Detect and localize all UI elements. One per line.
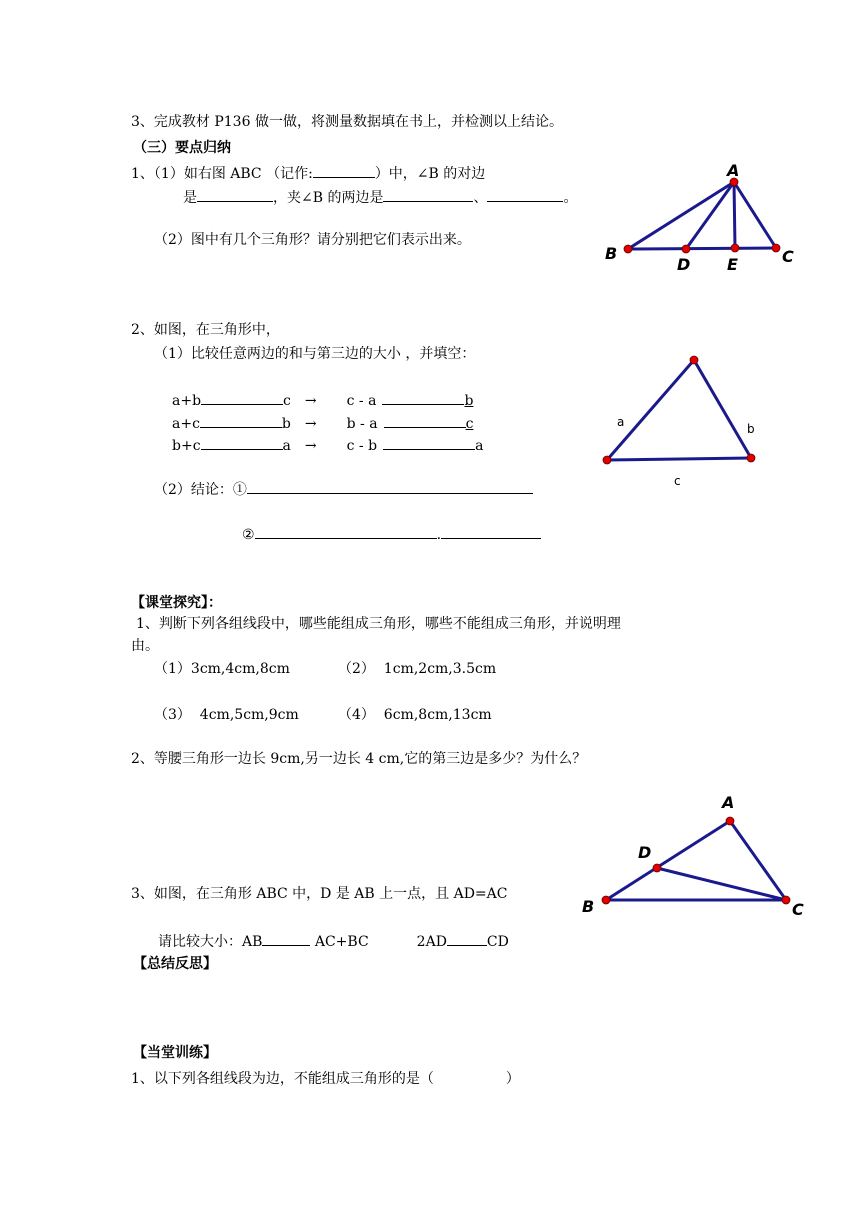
segment-ab-fig3 <box>606 821 730 900</box>
blank-ineq-1a[interactable] <box>201 390 283 405</box>
label-d: D <box>677 255 691 274</box>
conclusion-1: （2）结论：① <box>154 479 533 499</box>
explore1-option-2: （2） 1cm,2cm,3.5cm <box>338 661 497 677</box>
section-title-summary: 【总结反思】 <box>133 956 217 972</box>
explore1-line2: 由。 <box>131 638 159 654</box>
side-b <box>694 360 751 458</box>
point1-line2: 是 ，夹∠B 的两边是 、 。 <box>183 187 577 207</box>
ineq-row-2: a+c b → b - a c <box>172 413 473 433</box>
conclusion-2: ② . <box>242 524 541 544</box>
point-b-fig3 <box>602 896 610 904</box>
label-b-fig3: B <box>582 897 595 916</box>
explore3: 3、如图，在三角形 ABC 中，D 是 AB 上一点，且 AD=AC <box>131 886 508 902</box>
point-a-fig3 <box>726 817 734 825</box>
blank-compare-1[interactable] <box>262 931 310 946</box>
segment-ab <box>628 182 734 249</box>
explore1-option-4: （4） 6cm,8cm,13cm <box>338 707 492 723</box>
point-b <box>624 245 632 253</box>
blank-compare-2[interactable] <box>447 931 487 946</box>
blank-conclusion-2a[interactable] <box>255 524 437 539</box>
point-d <box>682 245 690 253</box>
segment-ac <box>734 182 776 248</box>
segment-ae <box>734 182 735 248</box>
point-d-fig3 <box>653 864 661 872</box>
blank-ineq-2b[interactable] <box>384 413 466 428</box>
point2-title: 2、如图，在三角形中， <box>131 322 280 338</box>
intro-item-3: 3、完成教材 P136 做一做，将测量数据填在书上，并检测以上结论。 <box>131 114 563 130</box>
side-c <box>607 458 751 460</box>
blank-ineq-1b[interactable] <box>382 390 464 405</box>
point-c <box>772 244 780 252</box>
point2-question1: （1）比较任意两边的和与第三边的大小 ，并填空： <box>154 346 476 362</box>
blank-ineq-3b[interactable] <box>383 435 475 450</box>
label-e: E <box>727 255 738 274</box>
point1-question2: （2）图中有几个三角形？请分别把它们表示出来。 <box>154 232 471 248</box>
label-d-fig3: D <box>638 843 652 862</box>
label-b: B <box>605 244 618 263</box>
explore3-compare: 请比较大小：AB AC+BC 2AD CD <box>158 931 509 951</box>
label-side-a: a <box>617 415 625 429</box>
ineq-row-1: a+b c → c - a b <box>172 390 473 410</box>
vertex-right <box>747 454 755 462</box>
explore1-option-3: （3） 4cm,5cm,9cm <box>154 707 299 723</box>
label-a-fig3: A <box>722 793 735 812</box>
vertex-top <box>690 356 698 364</box>
label-c-fig3: C <box>792 900 804 919</box>
blank-ineq-2a[interactable] <box>200 413 282 428</box>
label-side-b: b <box>747 422 755 436</box>
section-title-key-points: （三）要点归纳 <box>133 140 231 156</box>
vertex-left <box>603 456 611 464</box>
section-title-practice: 【当堂训练】 <box>133 1045 217 1061</box>
ineq-row-3: b+c a → c - b a <box>172 435 483 455</box>
blank-ineq-3a[interactable] <box>201 435 283 450</box>
blank-conclusion-1[interactable] <box>247 479 533 494</box>
point-e <box>731 244 739 252</box>
section-title-exploration: 【课堂探究】： <box>131 595 222 611</box>
blank-conclusion-2b[interactable] <box>441 524 541 539</box>
label-c: C <box>782 247 794 266</box>
explore1-option-1: （1）3cm,4cm,8cm <box>154 661 290 677</box>
label-a: A <box>727 161 740 180</box>
practice1: 1、以下列各组线段为边，不能组成三角形的是（ ） <box>131 1071 520 1087</box>
explore2: 2、等腰三角形一边长 9cm,另一边长 4 cm,它的第三边是多少？为什么？ <box>131 751 587 767</box>
point-c-fig3 <box>782 896 790 904</box>
explore1-line1: 1、判断下列各组线段中，哪些能组成三角形，哪些不能组成三角形，并说明理 <box>136 616 621 632</box>
segment-ad <box>686 182 734 249</box>
segment-bc <box>628 248 776 249</box>
side-a <box>607 360 694 460</box>
point1-line1: 1、（1）如右图 ABC （记作: ）中，∠B 的对边 <box>131 163 485 183</box>
label-side-c: c <box>674 474 681 488</box>
